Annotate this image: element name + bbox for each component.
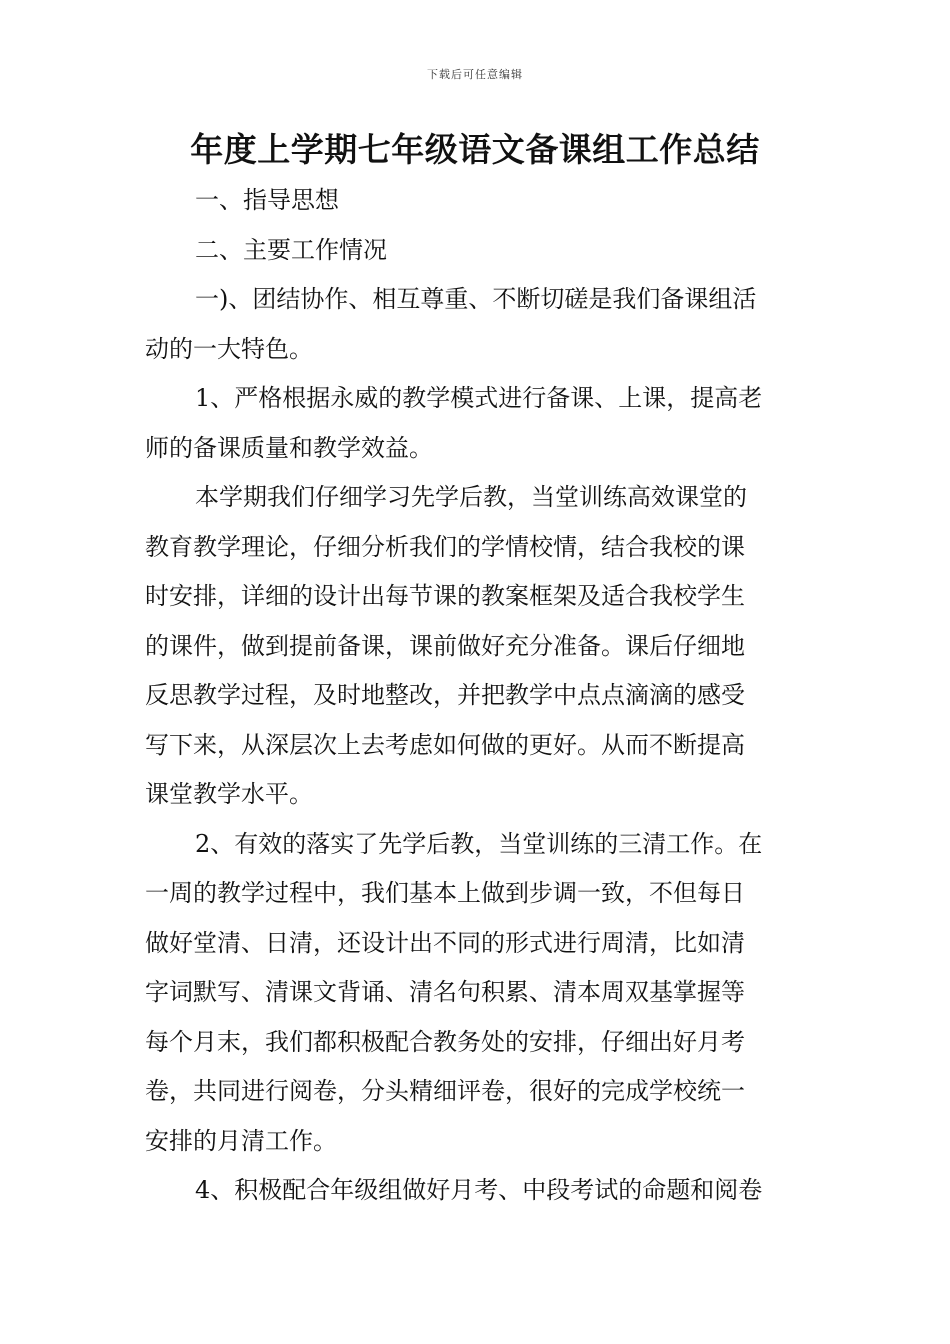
body-line: 写下来，从深层次上去考虑如何做的更好。从而不断提高 [145,730,745,759]
body-line: 二、主要工作情况 [195,235,387,264]
body-line: 一周的教学过程中，我们基本上做到步调一致，不但每日 [145,879,745,907]
body-line: 课堂教学水平。 [145,780,313,808]
body-line: 安排的月清工作。 [145,1126,337,1155]
body-line: 1、严格根据永威的教学模式进行备课、上课，提高老 [195,384,763,412]
body-line: 动的一大特色。 [145,334,313,363]
body-line: 2、有效的落实了先学后教，当堂训练的三清工作。在 [195,829,763,858]
body-line: 教育教学理论，仔细分析我们的学情校情，结合我校的课 [145,532,745,561]
body-line: 4、积极配合年级组做好月考、中段考试的命题和阅卷 [195,1176,763,1204]
document-body [145,176,805,1216]
body-line: 的课件，做到提前备课，课前做好充分准备。课后仔细地 [145,631,745,660]
document-title: 年度上学期七年级语文备课组工作总结 [190,130,760,169]
body-line: 字词默写、清课文背诵、清名句积累、清本周双基掌握等 [145,978,745,1006]
body-line: 一)、团结协作、相互尊重、不断切磋是我们备课组活 [195,285,757,313]
body-line: 卷，共同进行阅卷，分头精细评卷，很好的完成学校统一 [145,1077,745,1105]
header-note: 下载后可任意编辑 [427,68,523,81]
body-line: 反思教学过程，及时地整改，并把教学中点点滴滴的感受 [145,681,745,709]
body-line: 每个月末，我们都积极配合教务处的安排，仔细出好月考 [145,1027,745,1056]
body-line: 师的备课质量和教学效益。 [145,433,433,462]
body-line: 一、指导思想 [195,186,339,214]
body-line: 做好堂清、日清，还设计出不同的形式进行周清，比如清 [145,928,745,957]
body-line: 时安排，详细的设计出每节课的教案框架及适合我校学生 [145,582,745,610]
body-line: 本学期我们仔细学习先学后教，当堂训练高效课堂的 [195,483,747,511]
